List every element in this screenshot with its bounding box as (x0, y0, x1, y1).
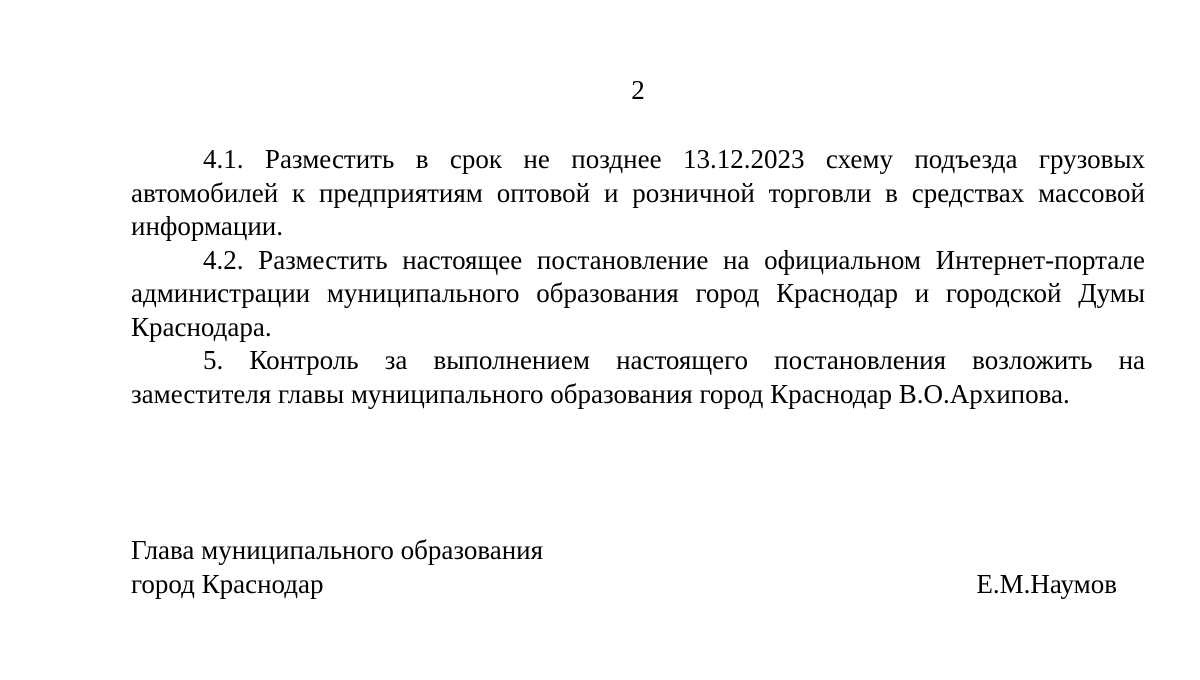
signatory-name: Е.М.Наумов (976, 568, 1117, 599)
signatory-position-line-2: город Краснодар (131, 568, 324, 599)
signature-line (131, 568, 1117, 602)
signature-block (131, 534, 1117, 601)
paragraph-4-2: 4.2. Разместить настоящее постановление на официальном Интернет-портале администрации муниципального образования город Краснодар и городской Думы Краснодара. (131, 244, 1145, 342)
paragraph-5: 5. Контроль за выполнением настоящего постановления возложить на заместителя главы муниципального образования город Краснодар В.О.Архипова. (131, 345, 1145, 409)
document-body (131, 143, 1145, 411)
signatory-position-line-1: Глава муниципального образования (131, 535, 544, 565)
paragraph-4-1: 4.1. Разместить в срок не позднее 13.12.2023 схему подъезда грузовых автомобилей к предприятиям оптовой и розничной торговли в средствах массовой информации. (131, 144, 1145, 241)
page-number: 2 (631, 75, 645, 105)
